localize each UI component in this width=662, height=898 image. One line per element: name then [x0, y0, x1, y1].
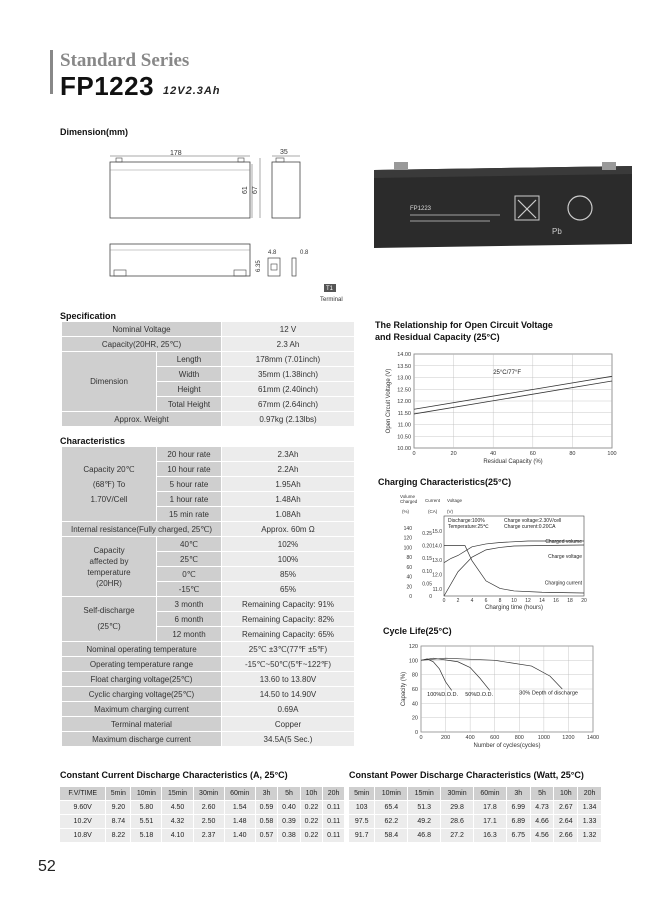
table-header-cell: 5h — [531, 787, 554, 800]
table-cell: 103 — [349, 801, 374, 814]
y-tick-v: 14.0 — [432, 543, 442, 550]
head-charged: Charged — [400, 499, 418, 504]
x-tick-label: 6 — [484, 598, 488, 604]
x-tick-label: 100 — [607, 451, 617, 457]
table-header-cell: 60min — [225, 787, 255, 800]
specification-table: Nominal Voltage 12 V Capacity(20HR, 25℃) 2.3 Ah Dimension Length 178mm (7.01inch) Width 35mm (1.38inch) Height 61mm (2.40inch) Total Height 67mm (2.64inch) Approx. Weight 0.97kg (2.13lbs) — [61, 321, 355, 427]
dim-length-label: 178 — [170, 150, 182, 157]
cp-table-title: Constant Power Discharge Characteristics (Watt, 25°C) — [349, 770, 584, 780]
y-tick-ca: 0.05 — [422, 581, 432, 588]
table-cell: 46.8 — [408, 829, 440, 842]
table-cell: 0.22 — [301, 829, 323, 842]
note: Temperature:25℃ — [448, 524, 489, 530]
table-cell: 28.6 — [441, 815, 473, 828]
x-tick-label: 0 — [442, 598, 446, 604]
y-tick-v: 13.0 — [432, 557, 442, 564]
table-cell: 4.32 — [162, 815, 192, 828]
cycle-chart — [395, 640, 615, 752]
svg-text:FP1223: FP1223 — [410, 206, 432, 212]
x-tick-label: 40 — [490, 451, 497, 457]
page-number: 52 — [38, 858, 56, 875]
table-cell: 97.5 — [349, 815, 374, 828]
cc-table — [59, 786, 345, 843]
table-cell: 49.2 — [408, 815, 440, 828]
series-line-lower — [414, 381, 612, 414]
y-tick-pct: 100 — [403, 545, 412, 552]
table-cell: 0.58 — [256, 815, 278, 828]
table-cell: 4.66 — [531, 815, 554, 828]
y-tick-ca: 0.10 — [422, 568, 432, 575]
x-tick-label: 200 — [440, 735, 451, 741]
series-label: 100%D.O.D. — [427, 692, 459, 699]
side-view — [272, 162, 300, 218]
table-cell: 91.7 — [349, 829, 374, 842]
table-header-cell: 10h — [301, 787, 323, 800]
charge-chart — [392, 492, 602, 614]
y-tick-ca: 0.25 — [422, 531, 432, 538]
y-tick-label: 12.00 — [397, 399, 411, 405]
x-tick-label: 0 — [412, 451, 416, 457]
series-line-0 — [444, 545, 584, 596]
x-tick-label: 80 — [569, 451, 576, 457]
table-cell: 0.39 — [278, 815, 300, 828]
head-current: Current — [425, 498, 441, 503]
table-cell: 6.75 — [507, 829, 530, 842]
series-label: 30% Depth of discharge — [519, 690, 579, 697]
table-cell: 10.8V — [60, 829, 105, 842]
series-label: 50%D.O.D. — [465, 692, 494, 699]
dim-height-label: 61 — [242, 186, 249, 194]
svg-text:6.35: 6.35 — [256, 260, 262, 272]
y-tick-label: 60 — [411, 687, 418, 693]
head-voltage: Voltage — [447, 498, 463, 503]
table-header-cell: 3h — [507, 787, 530, 800]
x-tick-label: 18 — [567, 598, 573, 604]
y-tick-v: 15.0 — [432, 528, 442, 535]
series-line — [421, 658, 562, 689]
cycle-chart-title: Cycle Life(25°C) — [383, 626, 452, 636]
x-tick-label: 1000 — [537, 735, 550, 741]
table-cell: 8.74 — [106, 815, 130, 828]
table-cell: 65.4 — [375, 801, 407, 814]
table-cell: 0.11 — [323, 829, 344, 842]
table-cell: 4.10 — [162, 829, 192, 842]
table-cell: 6.89 — [507, 815, 530, 828]
table-header-cell: 60min — [474, 787, 506, 800]
y-tick-label: 80 — [411, 672, 418, 679]
table-cell: 0.11 — [323, 801, 344, 814]
note: Discharge:100% — [448, 518, 485, 524]
y-tick-pct: 0 — [409, 594, 412, 600]
table-cell: 0.38 — [278, 829, 300, 842]
legend-label: 25°C/77°F — [493, 369, 522, 376]
table-cell: 5.18 — [131, 829, 161, 842]
table-cell: 17.8 — [474, 801, 506, 814]
table-cell: 0.59 — [256, 801, 278, 814]
table-header-cell: 5min — [349, 787, 374, 800]
table-header-cell: 30min — [194, 787, 224, 800]
table-row — [349, 801, 601, 814]
table-header-cell: 3h — [256, 787, 278, 800]
y-tick-pct: 40 — [406, 574, 412, 581]
table-cell: 0.11 — [323, 815, 344, 828]
characteristics-table: Capacity 20℃ (68℉) To 1.70V/Cell 20 hour rate 2.3Ah 10 hour rate 2.2Ah 5 hour rate 1.95Ah 1 hour rate 1.48Ah 15 min rate 1.08Ah Internal resistance(Fully charged, 25℃) Approx. 60m Ω Capacity affected by temperature (20HR) 40℃ 102% 25℃ 100% 0℃ 85% -15℃ 65% Self-discharge (25℃) 3 month Remaining Capacity: 91% 6 month Remaining Capacity: 82% 12 month Remaining Capacity: 65% Nominal operating temperature 25℃ ±3℃(77℉ ±5℉) Operating temperature range -15℃~50℃(5℉~122℉) Float charging voltage(25℃) 13.60 to 13.80V Cyclic charging voltage(25℃) 14.50 to 14.90V Maximum charging current 0.69A Terminal material Copper Maximum discharge current 34.5A(5 Sec.) — [61, 446, 355, 747]
x-tick-label: 800 — [514, 735, 524, 741]
x-tick-label: 2 — [456, 598, 460, 604]
y-axis-label: Open Circuit Voltage (V) — [386, 368, 392, 434]
table-cell: 2.66 — [554, 829, 577, 842]
head-volume: Volume — [400, 494, 416, 499]
x-tick-label: 8 — [498, 598, 502, 604]
table-header-cell: 10h — [554, 787, 577, 800]
y-tick-pct: 80 — [406, 555, 412, 562]
y-tick-label: 13.50 — [397, 363, 411, 370]
table-cell: 2.37 — [194, 829, 224, 842]
terminal-text: Terminal — [320, 297, 343, 303]
table-cell: 2.67 — [554, 801, 577, 814]
table-header-cell: 20h — [578, 787, 601, 800]
table-cell: 58.4 — [375, 829, 407, 842]
table-cell: 51.3 — [408, 801, 440, 814]
head-ca: (CA) — [428, 509, 438, 514]
x-tick-label: 60 — [529, 451, 536, 457]
table-cell: 1.34 — [578, 801, 601, 814]
top-view — [110, 244, 250, 276]
svg-text:4.8: 4.8 — [268, 250, 277, 256]
svg-text:Pb: Pb — [552, 227, 562, 236]
table-cell: 1.48 — [225, 815, 255, 828]
table-cell: 27.2 — [441, 829, 473, 842]
table-row — [60, 829, 344, 842]
series-line-upper — [414, 376, 612, 409]
x-tick-label: 16 — [553, 598, 559, 604]
table-cell: 4.73 — [531, 801, 554, 814]
header-accent-bar — [50, 50, 53, 94]
note: Charge current:0.20CA — [504, 524, 556, 530]
table-cell: 2.50 — [194, 815, 224, 828]
series-title: Standard Series — [60, 50, 190, 71]
y-tick-ca: 0 — [429, 594, 432, 600]
x-tick-label: 14 — [539, 598, 545, 604]
terminal-code: T1 — [326, 286, 334, 292]
x-tick-label: 12 — [525, 598, 531, 604]
y-tick-pct: 120 — [403, 535, 412, 542]
model-title: FP1223 — [60, 71, 155, 101]
table-cell: 5.80 — [131, 801, 161, 814]
model-spec: 12V2.3Ah — [163, 85, 221, 97]
y-tick-label: 13.00 — [397, 375, 411, 382]
table-cell: 16.3 — [474, 829, 506, 842]
table-cell: 0.22 — [301, 801, 323, 814]
svg-text:0.8: 0.8 — [300, 250, 309, 256]
series-line — [421, 658, 490, 690]
x-axis-label: Charging time (hours) — [484, 605, 544, 611]
ocv-chart — [380, 348, 620, 468]
dim-width-label: 35 — [280, 149, 288, 156]
y-tick-label: 100 — [408, 658, 418, 665]
table-cell: 4.50 — [162, 801, 192, 814]
y-tick-label: 12.50 — [397, 387, 411, 394]
table-header-cell: F.V/TIME — [60, 787, 105, 800]
table-cell: 17.1 — [474, 815, 506, 828]
table-cell: 5.51 — [131, 815, 161, 828]
dimension-title: Dimension(mm) — [60, 127, 129, 137]
y-axis-label: Capacity (%) — [401, 671, 407, 707]
head-pct: (%) — [402, 509, 409, 514]
characteristics-title: Characteristics — [60, 436, 126, 446]
table-cell: 0.40 — [278, 801, 300, 814]
y-tick-ca: 0.15 — [422, 556, 432, 563]
battery-photo — [370, 160, 636, 250]
x-tick-label: 600 — [490, 735, 500, 741]
table-header-cell: 10min — [375, 787, 407, 800]
table-cell: 2.60 — [194, 801, 224, 814]
x-tick-label: 20 — [450, 451, 457, 457]
cp-table — [348, 786, 602, 843]
table-cell: 1.54 — [225, 801, 255, 814]
table-row — [349, 829, 601, 842]
front-view — [110, 162, 250, 218]
table-cell: 1.32 — [578, 829, 601, 842]
y-tick-label: 14.00 — [397, 352, 411, 358]
dim-total-height-label: 67 — [252, 186, 259, 194]
table-cell: 0.57 — [256, 829, 278, 842]
y-tick-pct: 60 — [406, 564, 412, 571]
table-header-cell: 5h — [278, 787, 300, 800]
table-cell: 0.22 — [301, 815, 323, 828]
table-cell: 9.20 — [106, 801, 130, 814]
ocv-chart-title: The Relationship for Open Circuit Voltage and Residual Capacity (25°C) — [375, 320, 553, 342]
table-cell: 10.2V — [60, 815, 105, 828]
series-label: Charged volume — [545, 539, 582, 545]
y-tick-ca: 0.20 — [422, 543, 432, 550]
x-tick-label: 1400 — [586, 735, 600, 741]
y-tick-label: 11.50 — [397, 410, 411, 417]
table-header-cell: 10min — [131, 787, 161, 800]
note: Charge voltage:2.30V/cell — [504, 518, 562, 524]
x-tick-label: 20 — [581, 598, 587, 604]
table-cell: 62.2 — [375, 815, 407, 828]
x-axis-label: Number of cycles(cycles) — [473, 743, 541, 749]
table-cell: 9.60V — [60, 801, 105, 814]
y-tick-label: 120 — [408, 644, 418, 650]
table-cell: 29.8 — [441, 801, 473, 814]
table-cell: 2.64 — [554, 815, 577, 828]
y-tick-v: 12.0 — [432, 572, 442, 579]
table-header-cell: 15min — [162, 787, 192, 800]
y-tick-label: 0 — [414, 730, 418, 736]
charge-chart-title: Charging Characteristics(25°C) — [378, 477, 512, 487]
y-tick-pct: 20 — [406, 584, 412, 591]
table-cell: 6.99 — [507, 801, 530, 814]
table-row — [60, 801, 344, 814]
table-cell: 1.40 — [225, 829, 255, 842]
table-header-cell: 5min — [106, 787, 130, 800]
y-tick-label: 20 — [411, 715, 418, 722]
y-tick-label: 10.00 — [397, 446, 411, 452]
x-tick-label: 10 — [511, 598, 517, 604]
table-row — [60, 815, 344, 828]
table-cell: 1.33 — [578, 815, 601, 828]
series-label: Charge voltage — [548, 554, 582, 561]
table-header-cell: 30min — [441, 787, 473, 800]
head-v: (V) — [447, 509, 453, 514]
dimension-drawing — [100, 148, 360, 308]
table-header-cell: 20h — [323, 787, 344, 800]
y-tick-pct: 140 — [403, 526, 412, 532]
specification-title: Specification — [60, 311, 117, 321]
y-tick-v: 11.0 — [432, 586, 442, 593]
x-tick-label: 4 — [470, 598, 474, 604]
table-row — [349, 815, 601, 828]
y-tick-label: 10.50 — [397, 434, 411, 441]
table-header-cell: 15min — [408, 787, 440, 800]
series-label: Charging current — [544, 580, 582, 587]
x-tick-label: 1200 — [562, 735, 575, 741]
y-tick-label: 11.00 — [397, 422, 411, 429]
x-axis-label: Residual Capacity (%) — [483, 459, 543, 465]
cc-table-title: Constant Current Discharge Characteristics (A, 25°C) — [60, 770, 288, 780]
table-cell: 8.22 — [106, 829, 130, 842]
x-tick-label: 400 — [465, 735, 475, 741]
x-tick-label: 0 — [419, 735, 423, 741]
y-tick-label: 40 — [411, 701, 418, 708]
table-cell: 4.56 — [531, 829, 554, 842]
